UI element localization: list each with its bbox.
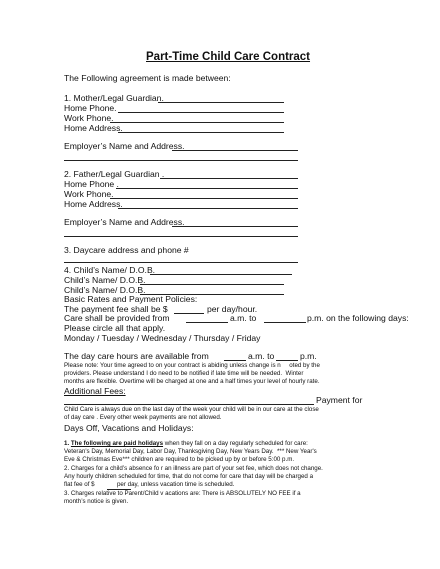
- mother-employer-field-2[interactable]: [64, 160, 298, 161]
- mother-heading: 1. Mother/Legal Guardian.: [64, 93, 164, 103]
- hours-close-field[interactable]: [276, 360, 298, 361]
- vacation-line-2: month’s notice is given.: [64, 498, 129, 505]
- intro-text: The Following agreement is made between:: [64, 73, 231, 83]
- father-work-phone-label: Work Phone.: [64, 189, 114, 199]
- daycare-label: 3. Daycare address and phone #: [64, 245, 189, 255]
- note-line-3: months are flexible. Overtime will be charged at one and a half times your level of hourly rate.: [64, 378, 320, 385]
- fee-unit-label: per day/hour.: [207, 304, 258, 314]
- payment-due-line-1: Child Care is always due on the last day of the week your child will be in our care at the close: [64, 406, 319, 413]
- father-home-phone-label: Home Phone .: [64, 179, 119, 189]
- fee-label: The payment fee shall be $: [64, 304, 168, 314]
- father-work-phone-field[interactable]: [110, 198, 298, 199]
- provided-am-label: a.m. to: [230, 313, 257, 323]
- paid-holidays-heading: The following are paid holidays: [70, 440, 164, 447]
- mother-employer-label: Employer’s Name and Address.: [64, 141, 185, 151]
- mother-home-phone-label: Home Phone.: [64, 103, 117, 113]
- additional-fees-heading: Additional Fees:: [64, 386, 126, 396]
- additional-fees-field[interactable]: [64, 404, 314, 405]
- provided-pm-label: p.m. on the following days:: [307, 313, 409, 323]
- absence-line-1: 2. Charges for a child’s absence fo r an illness are part of your set fee, which does not change.: [64, 465, 323, 472]
- father-home-phone-field[interactable]: [116, 188, 298, 189]
- child-line-1: 4. Child’s Name/ D.O.B.: [64, 265, 156, 275]
- hours-pm-label: p.m.: [300, 351, 317, 361]
- father-address-field[interactable]: [118, 208, 298, 209]
- child-line-2: Child’s Name/ D.O.B.: [64, 275, 146, 285]
- father-employer-field[interactable]: [172, 226, 298, 227]
- weekday-options[interactable]: Monday / Tuesday / Wednesday / Thursday / Friday: [64, 333, 261, 343]
- provided-label: Care shall be provided from: [64, 313, 170, 323]
- vacation-line-1: 3. Charges relative to Parent/Child v acations are: There is ABSOLUTELY NO FEE if a: [64, 490, 301, 497]
- child-1-field[interactable]: [150, 274, 292, 275]
- mother-work-phone-field[interactable]: [110, 122, 284, 123]
- father-employer-field-2[interactable]: [64, 236, 298, 237]
- holidays-number: 1.: [64, 440, 70, 447]
- hours-am-label: a.m. to: [248, 351, 275, 361]
- father-employer-label: Employer’s Name and Address.: [64, 217, 185, 227]
- payment-for-label: Payment for: [316, 395, 363, 405]
- child-2-field[interactable]: [140, 284, 284, 285]
- mother-name-field[interactable]: [158, 102, 284, 103]
- absence-line-2: Any hourly children scheduled for time, that do not come for care that day will be charged a: [64, 473, 314, 480]
- rates-heading: Basic Rates and Payment Policies:: [64, 294, 198, 304]
- note-line-2: providers. Please understand I do need to be notified if late time will be needed. Winter: [64, 370, 304, 377]
- days-off-heading: Days Off, Vacations and Holidays:: [64, 423, 194, 433]
- payment-due-line-2: of day care . Every other week payments are not allowed.: [64, 414, 222, 421]
- note-line-1: Please note: Your time agreed to on your contract is abiding unless change is n oted by the: [64, 362, 320, 369]
- holidays-line-2: Veteran's Day, Memorial Day, Labor Day, Thanksgiving Day, New Years Day. *** New Year's: [64, 448, 317, 455]
- mother-address-label: Home Address.: [64, 123, 123, 133]
- hours-open-field[interactable]: [224, 360, 246, 361]
- father-name-field[interactable]: [160, 178, 298, 179]
- fee-amount-field[interactable]: [174, 313, 204, 314]
- daycare-field[interactable]: [64, 262, 298, 263]
- mother-address-field[interactable]: [118, 132, 284, 133]
- child-line-3: Child’s Name/ D.O.B.: [64, 285, 146, 295]
- holidays-line-1: [64, 441, 308, 447]
- page-title: Part-Time Child Care Contract: [146, 51, 311, 63]
- father-address-label: Home Address.: [64, 199, 123, 209]
- mother-work-phone-label: Work Phone.: [64, 113, 114, 123]
- holidays-line-3: Eve & Christmas Eve*** children are required to be picked up by or before 5:00 p.m.: [64, 456, 295, 463]
- holidays-line-1-rest: when they fall on a day regularly scheduled for care:: [163, 440, 308, 447]
- mother-employer-field[interactable]: [172, 150, 298, 151]
- hours-label: The day care hours are available from: [64, 351, 209, 361]
- mother-home-phone-field[interactable]: [118, 112, 284, 113]
- end-time-field[interactable]: [264, 322, 306, 323]
- father-heading: 2. Father/Legal Guardian .: [64, 169, 165, 179]
- circle-instruction: Please circle all that apply.: [64, 323, 166, 333]
- absence-line-3: flat fee of $ per day, unless vacation time is scheduled.: [64, 481, 235, 488]
- start-time-field[interactable]: [186, 322, 228, 323]
